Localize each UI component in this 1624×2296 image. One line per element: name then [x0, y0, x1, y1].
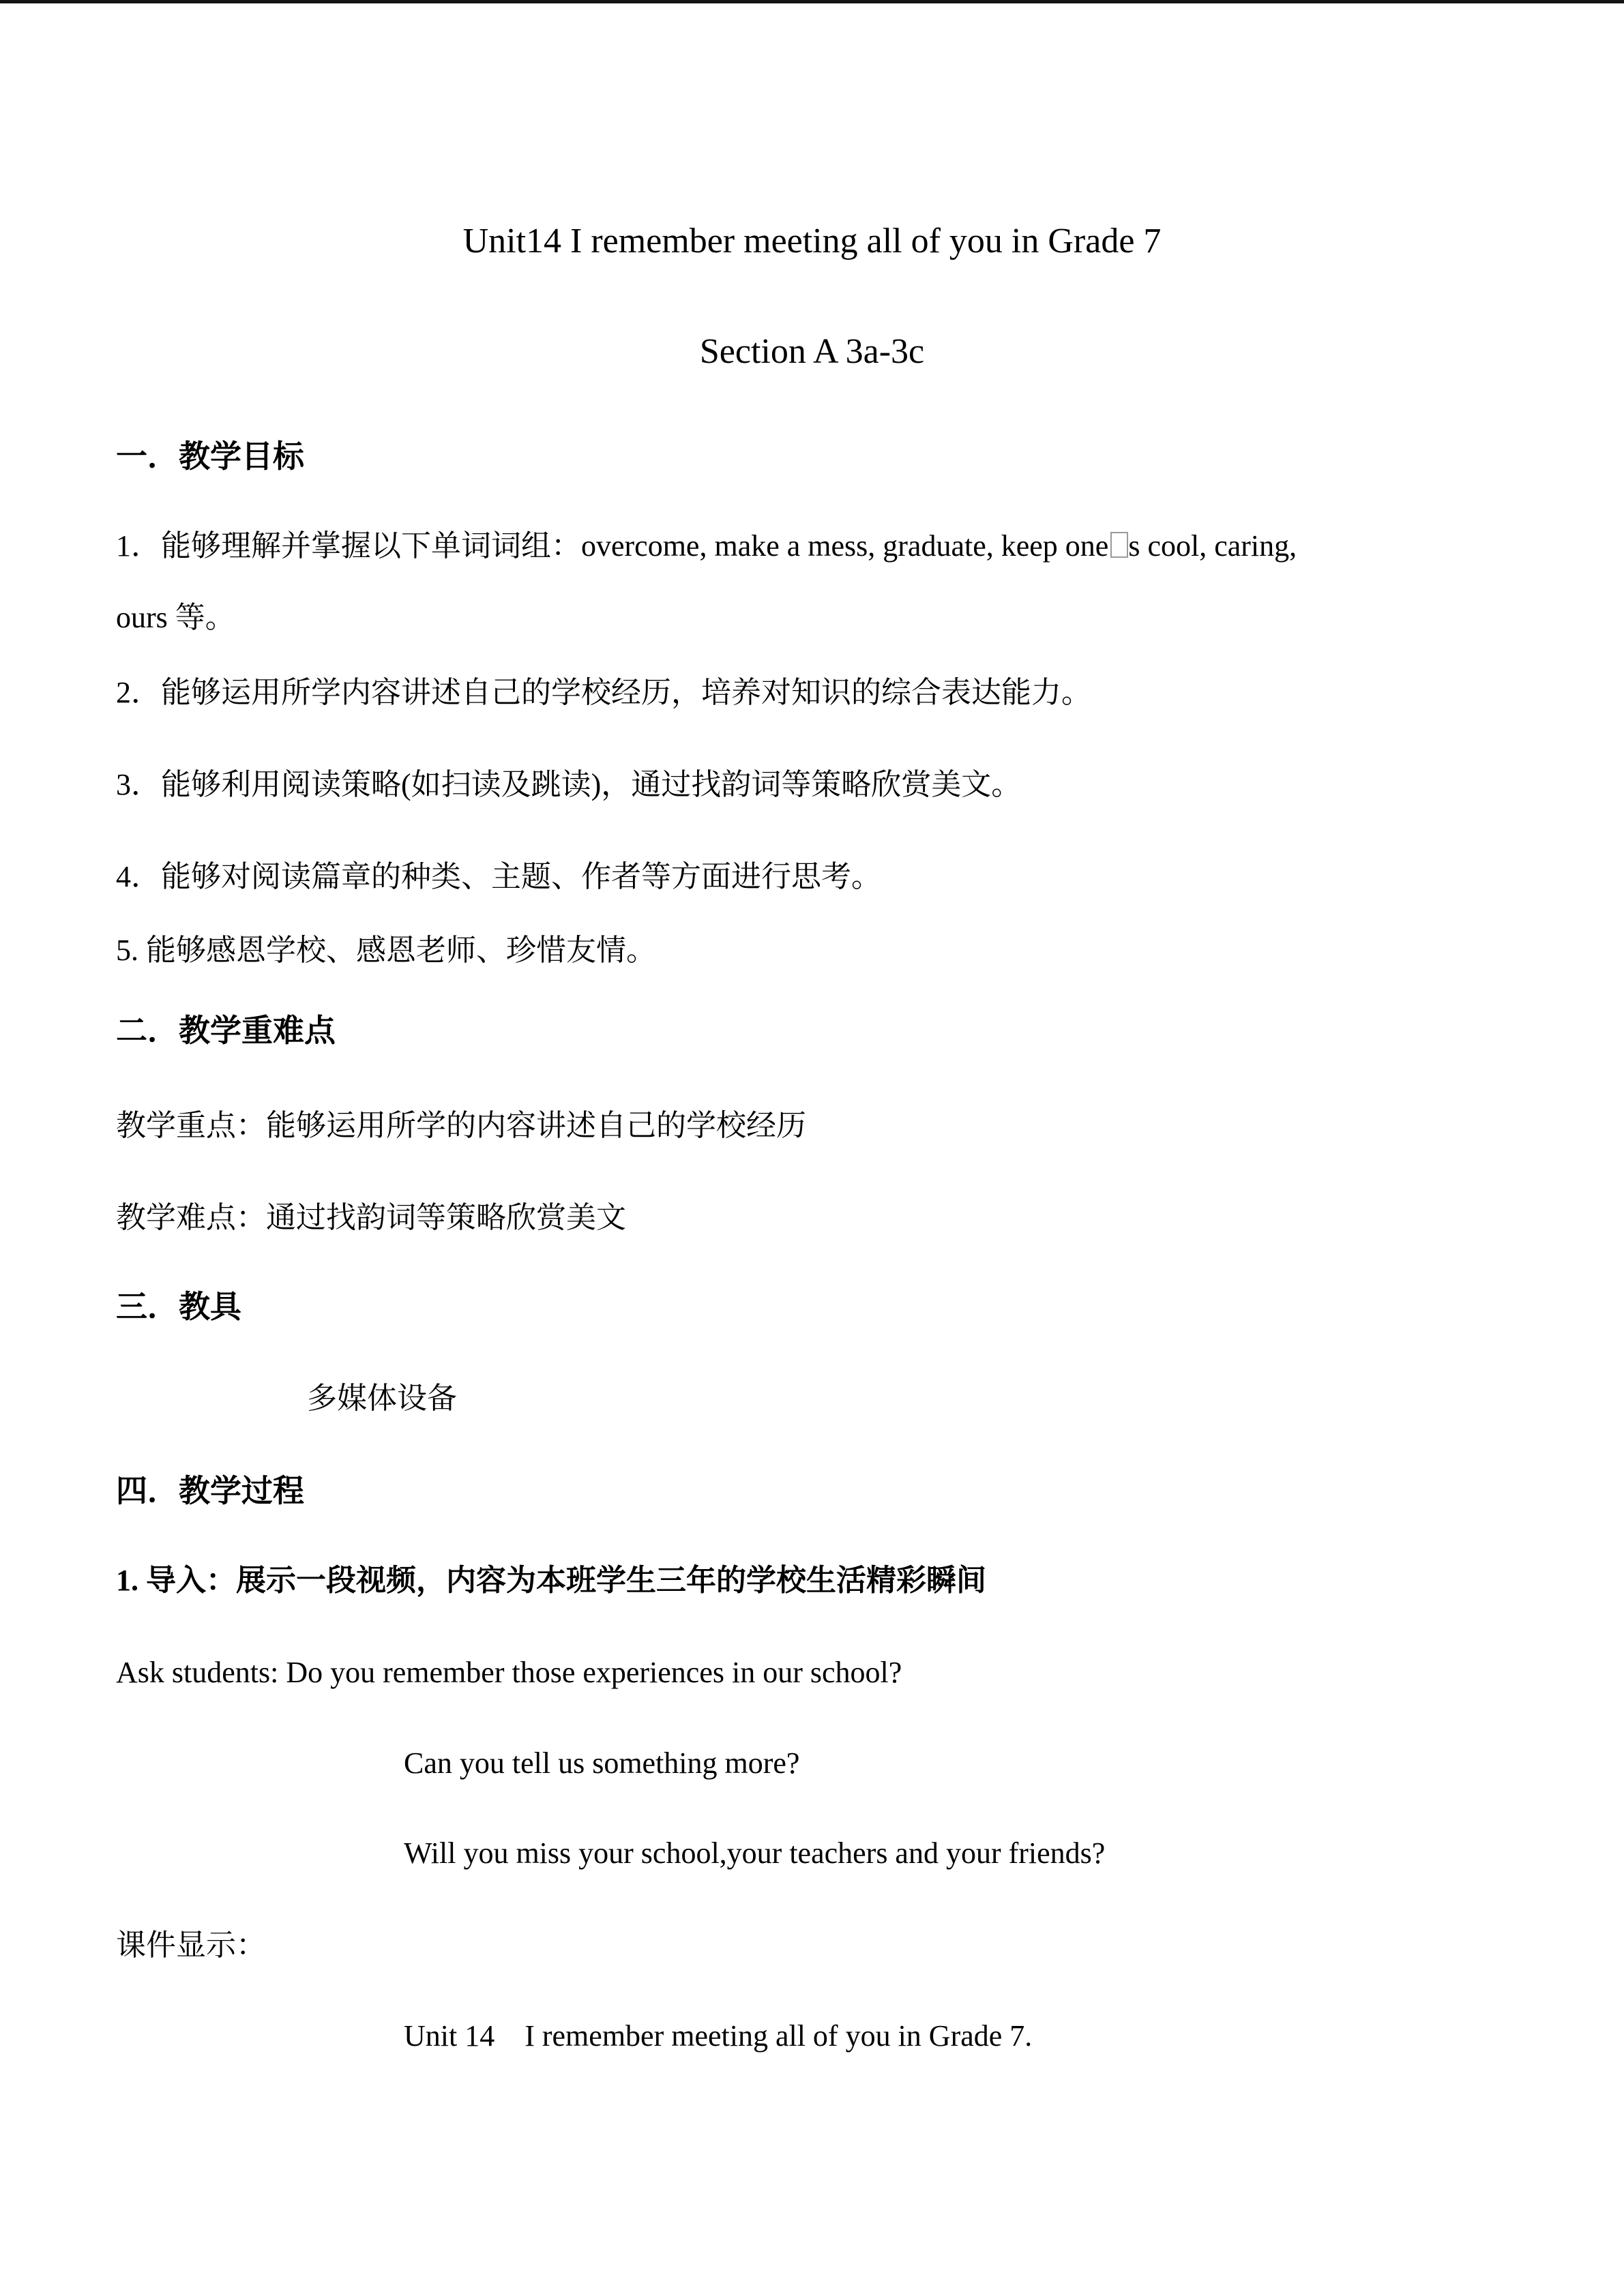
missing-glyph-box — [1110, 532, 1128, 558]
difficult-point-line: 教学难点：通过找韵词等策略欣赏美文 — [116, 1201, 626, 1234]
document-title: Unit14 I remember meeting all of you in Grade 7 — [462, 222, 1162, 260]
courseware-content-line: Unit 14 I remember meeting all of you in Grade 7. — [404, 2019, 1033, 2053]
top-edge-strip — [0, 0, 1624, 3]
courseware-label: 课件显示： — [116, 1928, 266, 1962]
heading-teaching-objectives: 一．教学目标 — [116, 439, 304, 474]
heading-teaching-process: 四．教学过程 — [116, 1474, 304, 1508]
objective-item-3: 3．能够利用阅读策略(如扫读及跳读)，通过找韵词等策略欣赏美文。 — [116, 768, 1022, 801]
heading-key-difficult-points: 二．教学重难点 — [116, 1013, 336, 1048]
teaching-aids-line: 多媒体设备 — [307, 1382, 457, 1415]
key-point-line: 教学重点：能够运用所学的内容讲述自己的学校经历 — [116, 1109, 806, 1142]
objective-item-1-text-after-glyph: s cool, caring, — [1128, 529, 1297, 563]
question-tell-us-more: Can you tell us something more? — [404, 1746, 800, 1780]
question-miss-school: Will you miss your school,your teachers and your friends? — [404, 1836, 1106, 1870]
ask-students-line: Ask students: Do you remember those experiences in our school? — [116, 1656, 902, 1689]
document-content — [0, 218, 1624, 2055]
objective-item-1 — [116, 526, 1508, 565]
step1-lead-in-heading: 1. 导入：展示一段视频，内容为本班学生三年的学校生活精彩瞬间 — [116, 1564, 986, 1597]
objective-item-1-text-before-glyph: 1．能够理解并掌握以下单词词组：overcome, make a mess, graduate, keep one — [116, 529, 1109, 563]
document-subtitle: Section A 3a-3c — [699, 332, 925, 371]
objective-item-5: 5. 能够感恩学校、感恩老师、珍惜友情。 — [116, 934, 656, 967]
objective-item-2: 2．能够运用所学内容讲述自己的学校经历，培养对知识的综合表达能力。 — [116, 676, 1091, 709]
objective-item-4: 4．能够对阅读篇章的种类、主题、作者等方面进行思考。 — [116, 860, 881, 893]
heading-teaching-aids: 三．教具 — [116, 1289, 241, 1324]
objective-item-1-continued: ours 等。 — [116, 601, 235, 634]
